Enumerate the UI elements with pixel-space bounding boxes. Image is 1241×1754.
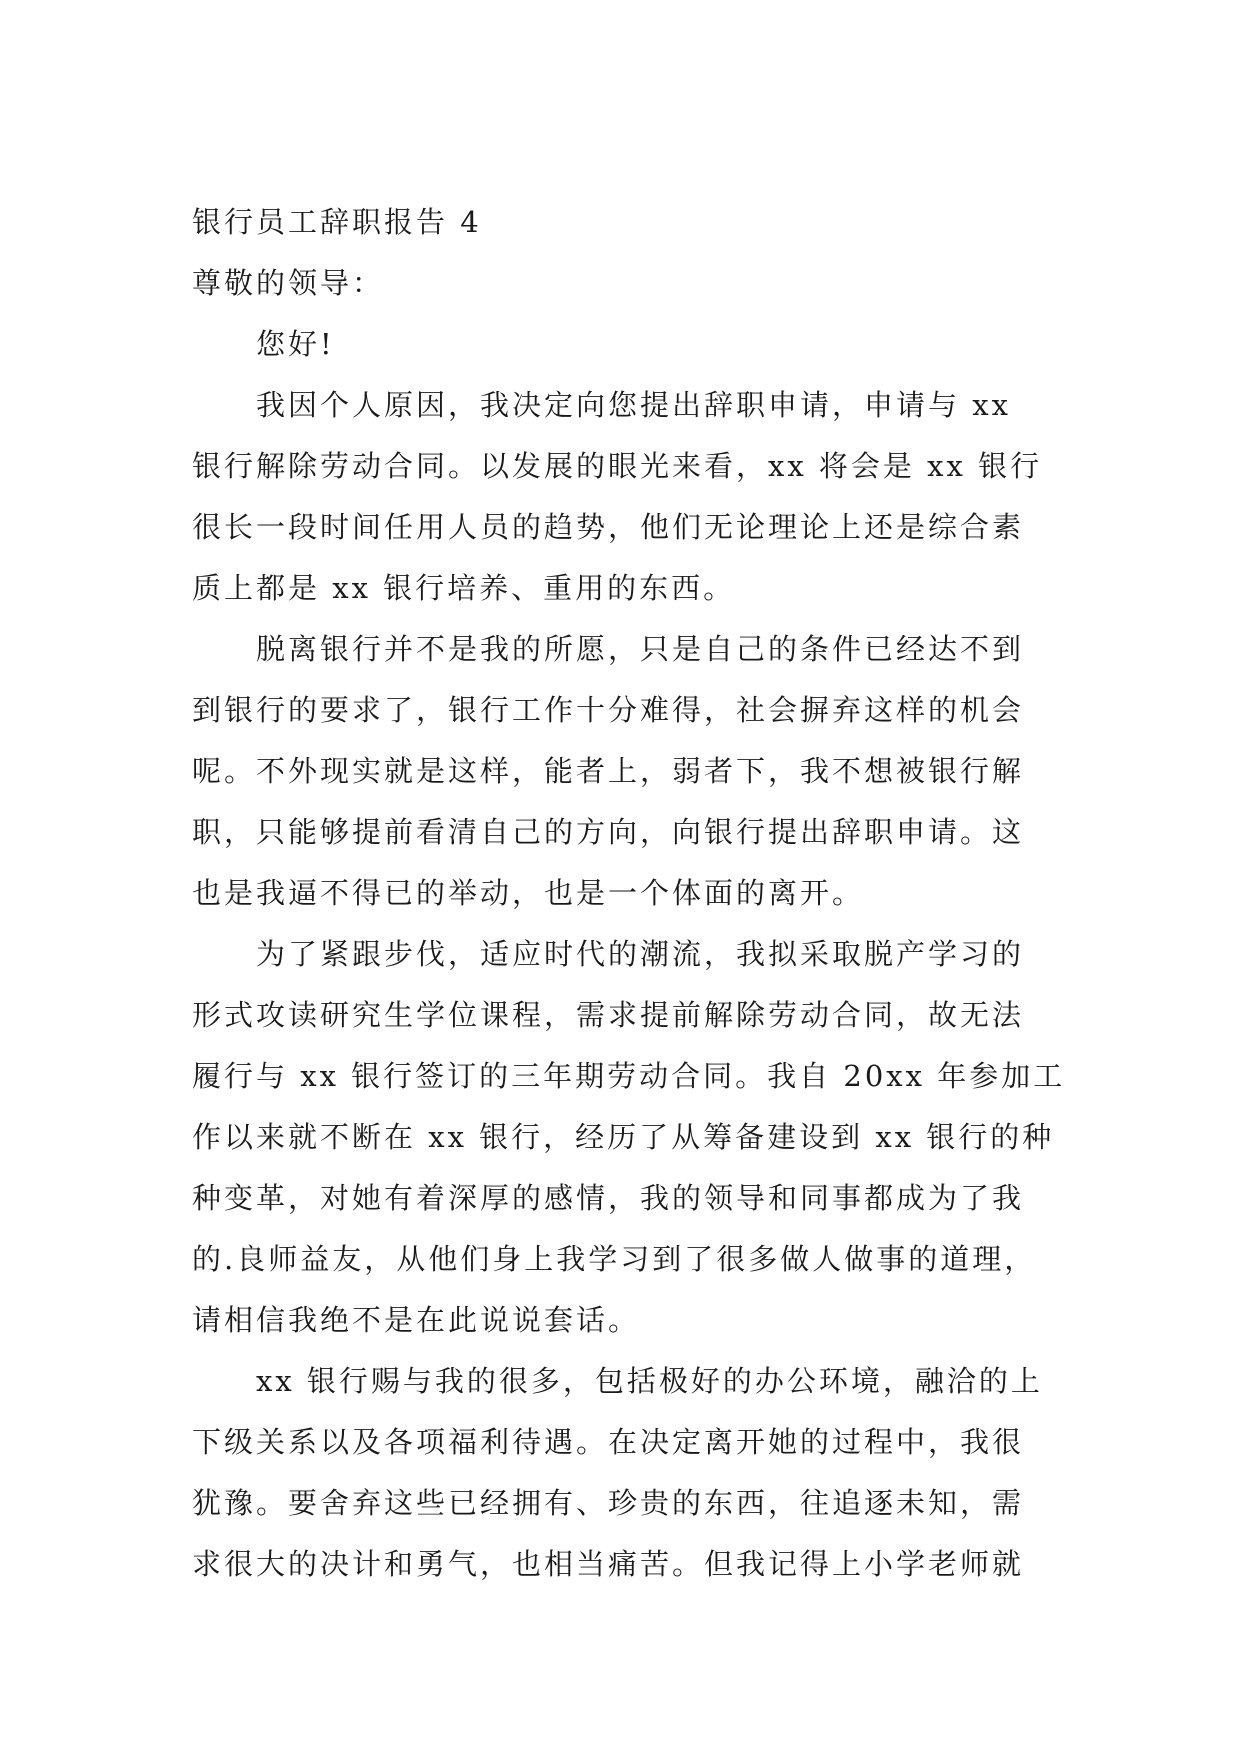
body-line: xx 银行赐与我的很多，包括极好的办公环境，融洽的上 [256, 1364, 1043, 1398]
body-line: 脱离银行并不是我的所愿，只是自己的条件已经达不到 [256, 632, 1025, 666]
body-line: 质上都是 xx 银行培养、重用的东西。 [192, 571, 736, 605]
body-line: 职，只能够提前看清自己的方向，向银行提出辞职申请。这 [192, 815, 1025, 849]
body-line: 下级关系以及各项福利待遇。在决定离开她的过程中，我很 [192, 1425, 1025, 1459]
body-line: 履行与 xx 银行签订的三年期劳动合同。我自 20xx 年参加工 [192, 1059, 1066, 1093]
body-line: 请相信我绝不是在此说说套话。 [192, 1303, 641, 1337]
body-line: 为了紧跟步伐，适应时代的潮流，我拟采取脱产学习的 [256, 937, 1025, 971]
body-line: 形式攻读研究生学位课程，需求提前解除劳动合同，故无法 [192, 998, 1025, 1032]
body-line: 银行解除劳动合同。以发展的眼光来看，xx 将会是 xx 银行 [192, 449, 1043, 483]
greeting: 您好! [256, 327, 335, 361]
body-line: 的.良师益友，从他们身上我学习到了很多做人做事的道理， [192, 1242, 1037, 1276]
body-line: 也是我逼不得已的举动，也是一个体面的离开。 [192, 876, 865, 910]
body-line: 犹豫。要舍弃这些已经拥有、珍贵的东西，往追逐未知，需 [192, 1486, 1025, 1520]
body-line: 呢。不外现实就是这样，能者上，弱者下，我不想被银行解 [192, 754, 1025, 788]
body-line: 作以来就不断在 xx 银行，经历了从筹备建设到 xx 银行的种 [192, 1120, 1055, 1154]
body-line: 到银行的要求了，银行工作十分难得，社会摒弃这样的机会 [192, 693, 1025, 727]
body-line: 种变革，对她有着深厚的感情，我的领导和同事都成为了我 [192, 1181, 1025, 1215]
document-title: 银行员工辞职报告 4 [192, 205, 482, 239]
body-line: 我因个人原因，我决定向您提出辞职申请，申请与 xx [256, 388, 1011, 422]
document-body [192, 192, 1072, 1595]
salutation: 尊敬的领导： [192, 266, 385, 300]
body-line: 很长一段时间任用人员的趋势，他们无论理论上还是综合素 [192, 510, 1025, 544]
body-line: 求很大的决计和勇气，也相当痛苦。但我记得上小学老师就 [192, 1547, 1025, 1581]
